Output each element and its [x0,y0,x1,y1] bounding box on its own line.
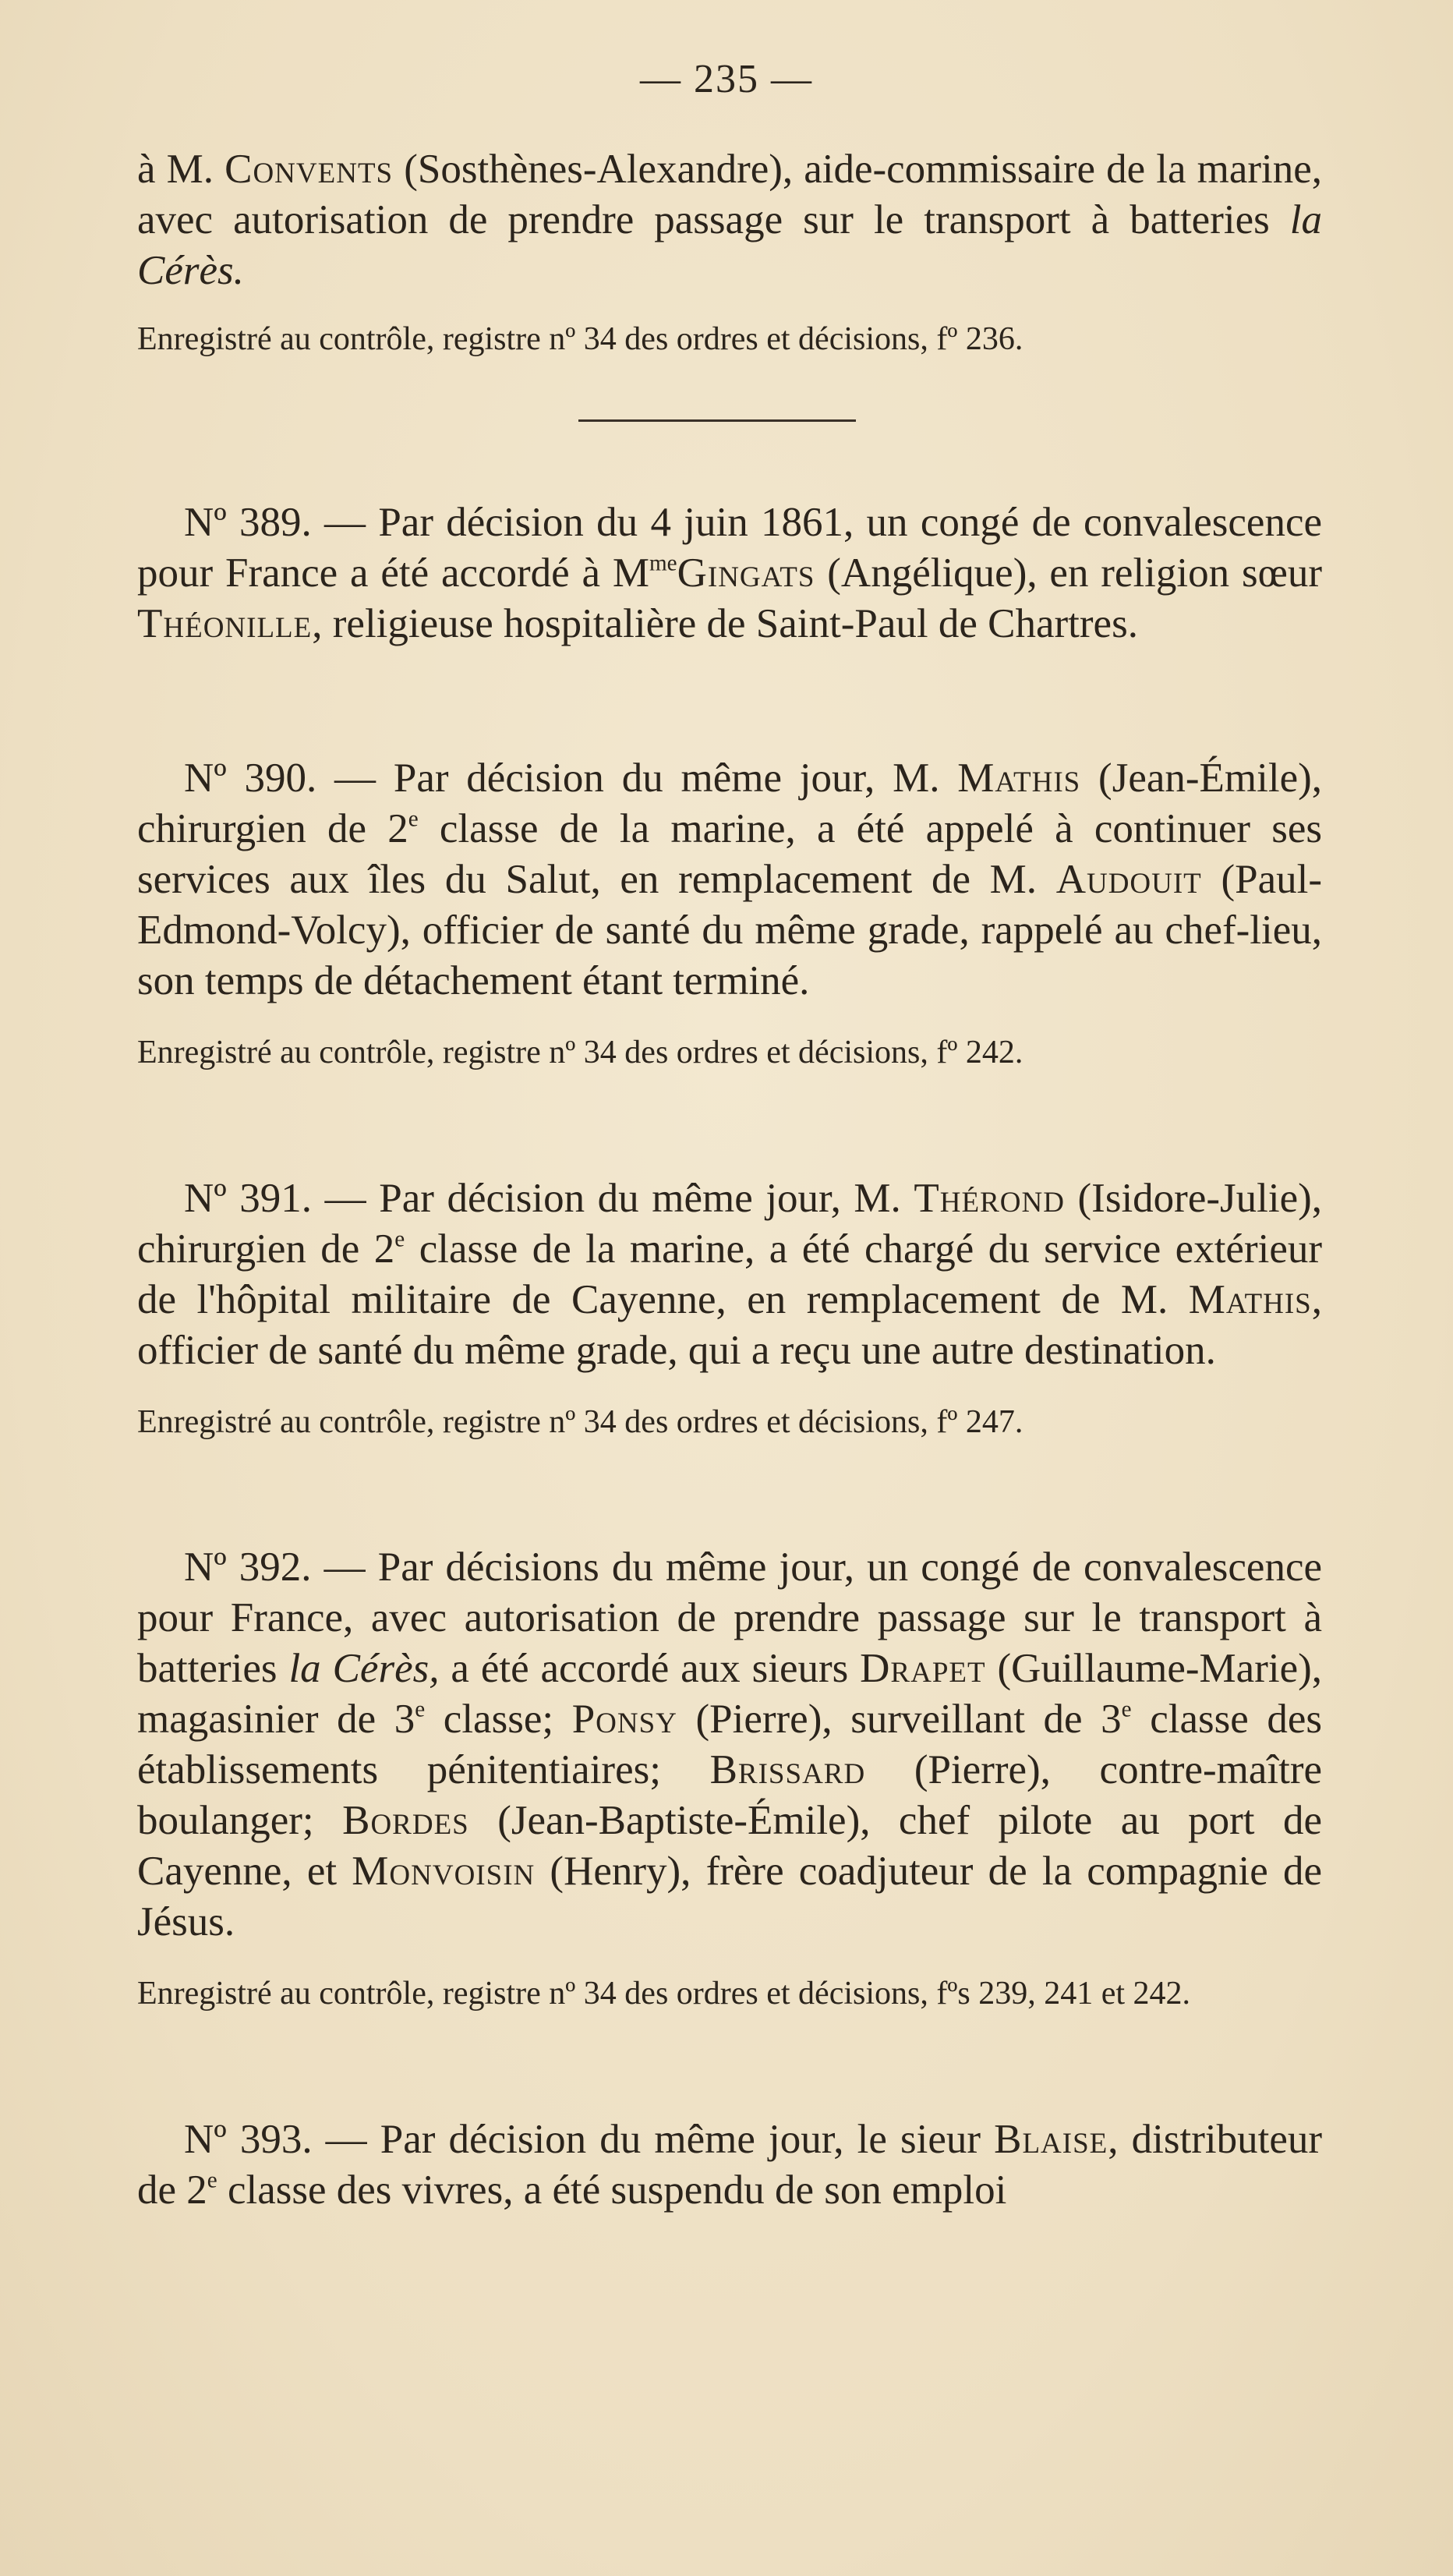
superscript: me [649,550,677,576]
text-run: Nº 391. — Par décision du même jour, M. [184,1176,914,1221]
decision-393 [137,2114,1322,2216]
person-name: Mathis [1188,1277,1312,1322]
registration-note: Enregistré au contrôle, registre nº 34 des ordres et décisions, fºs 239, 241 et 242. [137,1976,1191,2012]
text-run: Nº 392. — Par décisions du même jour, un congé de convalescence pour France, avec autorisation de prendre passage sur le transport à batteries [137,1545,1322,1691]
text-run: (Paul-Edmond-Volcy), officier de santé du même grade, rappelé au chef-lieu, son temps de détachement étant terminé. [137,857,1322,1003]
person-name: Gingats [677,550,815,596]
text-run: classe de la marine, a été chargé du service extérieur de l'hôpital militaire de Cayenne, en remplacement de M. [137,1226,1323,1322]
text-run: classe des établissements pénitentiaires; [137,1697,1323,1792]
text-run: (Jean-Baptiste-Émile), chef pilote au port de Cayenne, et [137,1798,1322,1894]
text-run: classe des vivres, a été suspendu de son emploi [217,2167,1007,2213]
decision-389 [137,497,1322,649]
text-run: (Henry), frère coadjuteur de la compagnie de Jésus. [137,1849,1323,1944]
page-number: — 235 — [640,57,813,101]
text-run: a été accordé aux sieurs [439,1646,861,1691]
decision-391 [137,1173,1322,1442]
person-name: Brissard [709,1747,866,1792]
superscript: e [394,1226,405,1252]
superscript: e [207,2167,217,2193]
superscript: e [1121,1697,1132,1722]
text-run: Nº 390. — Par décision du même jour, M. [184,755,958,801]
ship-name: la Cérès. [137,197,1322,293]
text-run: (Sosthènes-Alexandre), aide-commissaire de la marine, avec autorisation de prendre passage sur le transport à batteries [137,147,1323,242]
decision-paragraph [137,753,1322,1007]
registration-note: Enregistré au contrôle, registre nº 34 des ordres et décisions, fº 242. [137,1035,1023,1070]
text-run: , distributeur de 2 [137,2117,1322,2213]
text-run: (Pierre), surveillant de 3 [677,1697,1122,1742]
text-run: , religieuse hospitalière de Saint-Paul de Chartres. [312,601,1138,646]
text-run: (Jean-Émile), chirurgien de 2 [137,755,1322,851]
person-name: Bordes [342,1798,469,1843]
decision-paragraph [137,1173,1322,1376]
person-name: Monvoisin [352,1849,536,1894]
superscript: e [415,1697,426,1722]
decision-paragraph [137,1542,1322,1948]
text-run: Nº 393. — Par décision du même jour, le sieur [184,2117,995,2162]
person-name: Audouit [1055,857,1202,902]
intro-section [137,144,1322,359]
text-run: classe de la marine, a été appelé à continuer ses services aux îles du Salut, en remplacement de M. [137,806,1322,902]
registration-note: Enregistré au contrôle, registre nº 34 des ordres et décisions, fº 247. [137,1404,1023,1440]
person-name: Blaise [994,2117,1108,2162]
superscript: e [408,806,419,832]
text-run: (Pierre), contre-maître boulanger; [137,1747,1322,1843]
text-run: (Angélique), en religion sœur [815,550,1322,596]
person-name: Thérond [914,1176,1065,1221]
text-run: à M. [137,147,225,192]
registration-note: Enregistré au contrôle, registre nº 34 des ordres et décisions, fº 236. [137,321,1023,357]
text-run: classe; [425,1697,572,1742]
text-run: (Isidore-Julie), chirurgien de 2 [137,1176,1322,1272]
decision-390 [137,753,1322,1072]
section-divider [578,419,856,422]
religious-name: Théonille [137,601,313,646]
ship-name: la Cérès, [288,1646,440,1691]
decision-paragraph [137,497,1322,649]
text-run: , officier de santé du même grade, qui a reçu une autre destination. [137,1277,1322,1373]
intro-paragraph [137,144,1322,296]
person-name: Mathis [957,755,1081,801]
decision-392 [137,1542,1322,2013]
person-name: Ponsy [571,1697,677,1742]
person-name: Drapet [860,1646,986,1691]
decision-paragraph [137,2114,1322,2216]
person-name: Convents [224,147,394,192]
text-run: Nº 389. — Par décision du 4 juin 1861, un congé de convalescence pour France a été accordé à M [137,500,1322,596]
text-run: (Guillaume-Marie), magasinier de 3 [137,1646,1323,1742]
